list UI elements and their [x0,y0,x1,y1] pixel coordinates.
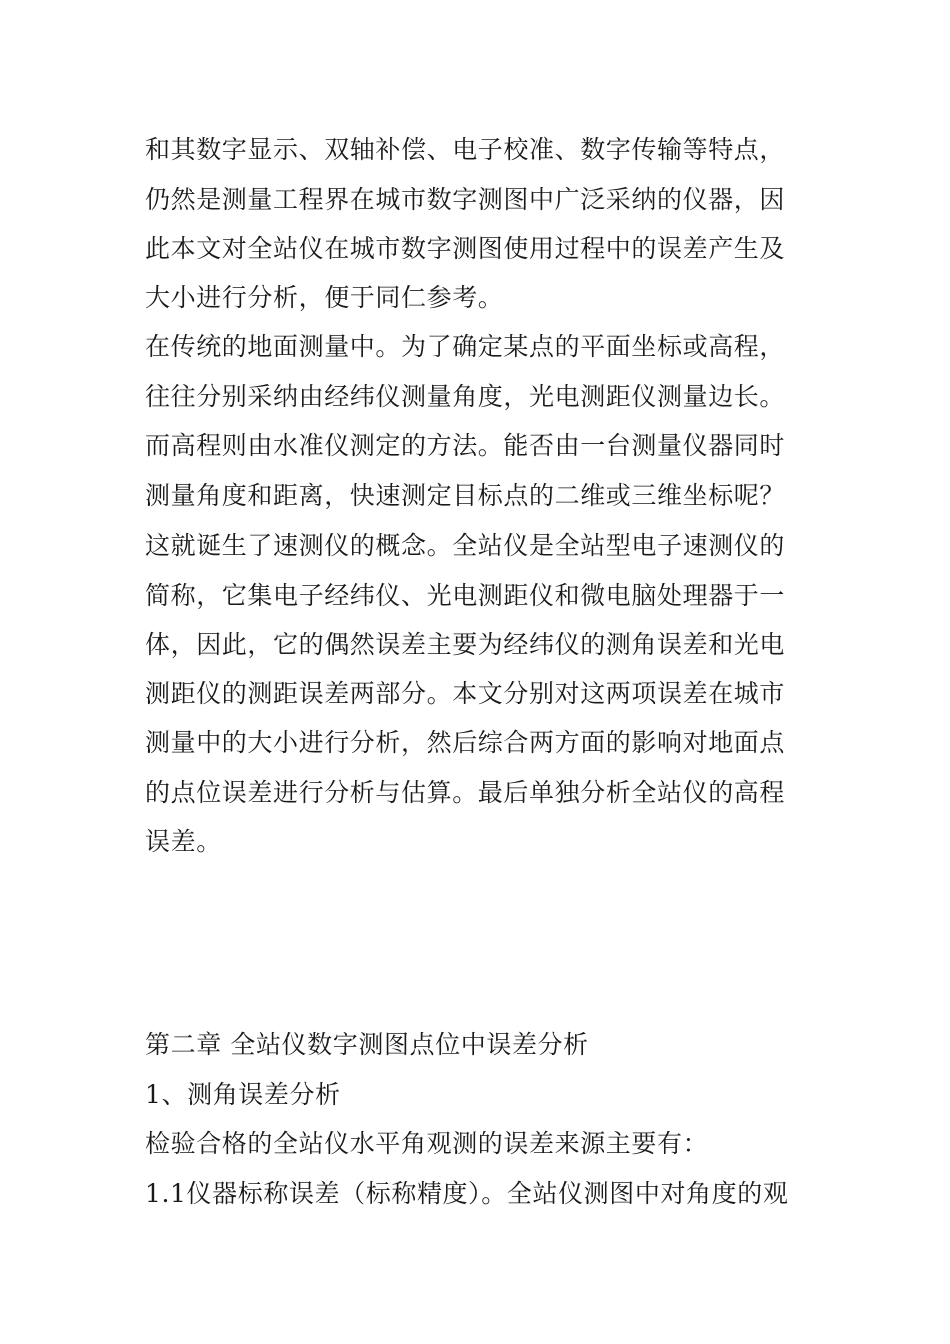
paragraph-2-line-9: 测量中的大小进行分析，然后综合两方面的影响对地面点 [145,728,786,757]
paragraph-2-line-3: 而高程则由水准仪测定的方法。能否由一台测量仪器同时 [145,431,786,460]
paragraph-2-line-5: 这就诞生了速测仪的概念。全站仪是全站型电子速测仪的 [145,531,786,560]
paragraph-1-line-4: 大小进行分析，便于同仁参考。 [145,283,504,312]
section-title: 1、测角误差分析 [145,1080,341,1109]
paragraph-1-line-3: 此本文对全站仪在城市数字测图使用过程中的误差产生及 [145,234,786,263]
chapter-title: 第二章 全站仪数字测图点位中误差分析 [145,1030,589,1059]
paragraph-1-line-1: 和其数字显示、双轴补偿、电子校准、数字传输等特点， [145,135,786,164]
paragraph-2-line-7: 体，因此，它的偶然误差主要为经纬仪的测角误差和光电 [145,630,786,659]
paragraph-2-line-2: 往往分别采纳由经纬仪测量角度，光电测距仪测量边长。 [145,382,786,411]
paragraph-2-line-6: 简称，它集电子经纬仪、光电测距仪和微电脑处理器于一 [145,581,786,610]
paragraph-1-line-2: 仍然是测量工程界在城市数字测图中广泛采纳的仪器，因 [145,185,786,214]
paragraph-2-line-10: 的点位误差进行分析与估算。最后单独分析全站仪的高程 [145,778,786,807]
paragraph-2-line-1: 在传统的地面测量中。为了确定某点的平面坐标或高程， [145,332,786,361]
paragraph-2-line-4: 测量角度和距离，快速测定目标点的二维或三维坐标呢？ [145,481,786,510]
paragraph-3: 检验合格的全站仪水平角观测的误差来源主要有： [145,1129,709,1158]
paragraph-2-line-8: 测距仪的测距误差两部分。本文分别对这两项误差在城市 [145,679,786,708]
paragraph-4: 1.1仪器标称误差（标称精度）。全站仪测图中对角度的观 [145,1179,789,1208]
paragraph-2-line-11: 误差。 [145,827,222,856]
